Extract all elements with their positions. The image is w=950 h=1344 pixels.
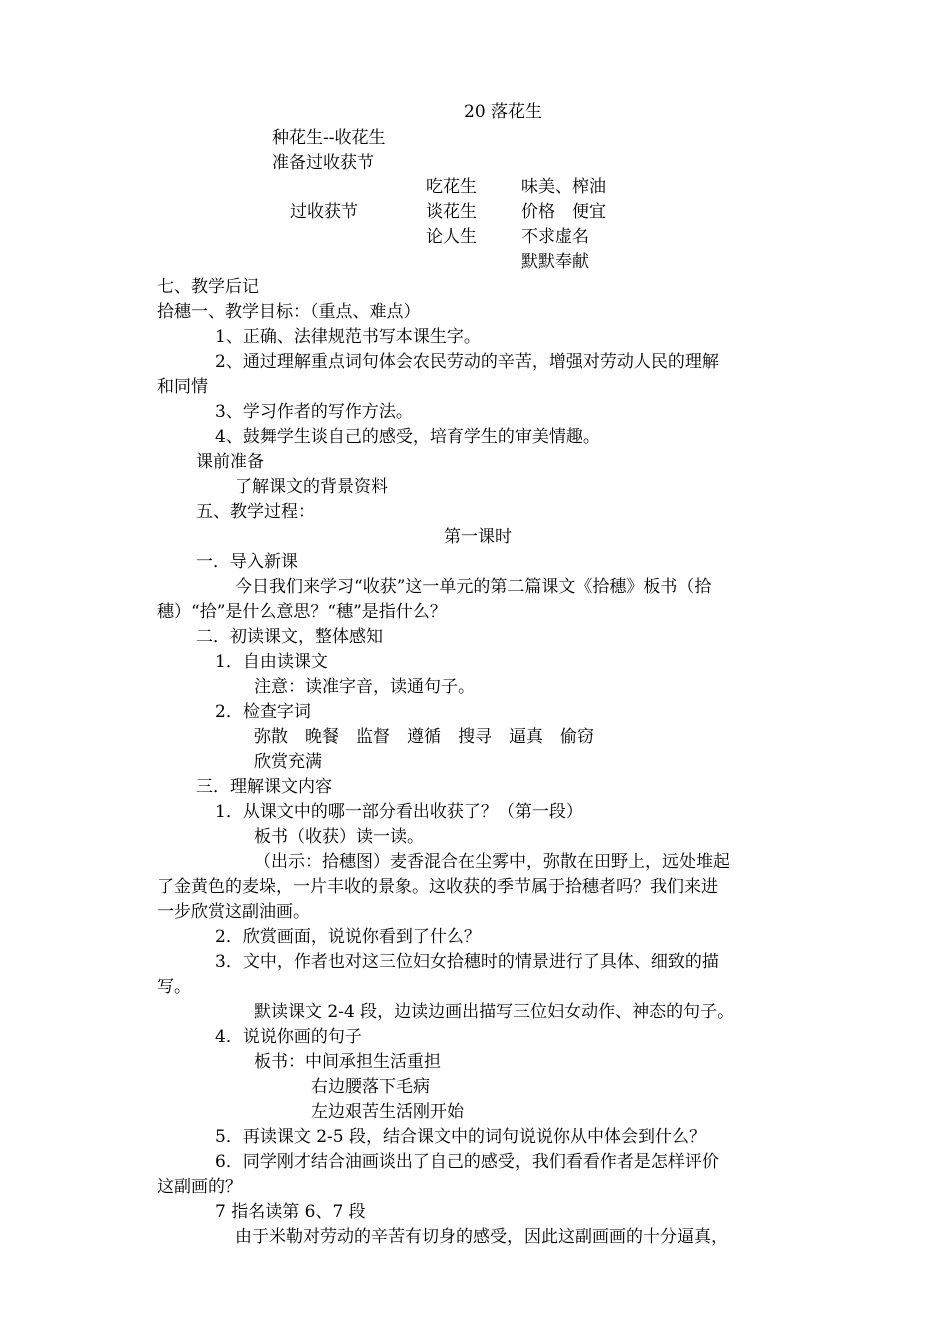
step-item: 3．文中，作者也对这三位妇女拾穗时的情景进行了具体、细致的描 xyxy=(215,952,719,972)
board-topic: 谈花生 xyxy=(426,202,477,222)
board-note-line: 板书：中间承担生活重担 xyxy=(254,1052,441,1072)
board-line-2: 准备过收获节 xyxy=(272,153,374,173)
step-item: 1．自由读课文 xyxy=(215,652,328,672)
postscript-heading: 七、教学后记 xyxy=(157,277,259,297)
lesson-title: 20 落花生 xyxy=(464,102,543,122)
section-heading: 二．初读课文，整体感知 xyxy=(196,627,383,647)
step-item: 6．同学刚才结合油画谈出了自己的感受，我们看看作者是怎样评价 xyxy=(215,1152,719,1172)
step-item: 5．再读课文 2-5 段，结合课文中的词句说说你从中体会到什么？ xyxy=(215,1127,706,1147)
step-note: 注意：读准字音，读通句子。 xyxy=(254,677,475,697)
paragraph-line: 这副画的？ xyxy=(157,1177,242,1197)
section-heading: 三．理解课文内容 xyxy=(196,777,332,797)
goal-item: 4、鼓舞学生谈自己的感受，培育学生的审美情趣。 xyxy=(215,427,600,447)
board-note: 不求虚名 xyxy=(521,227,589,247)
step-item: 7 指名读第 6、7 段 xyxy=(215,1202,366,1222)
board-center-label: 过收获节 xyxy=(290,202,358,222)
section-heading: 一．导入新课 xyxy=(196,552,298,572)
process-heading: 五、教学过程： xyxy=(196,502,315,522)
board-topic: 论人生 xyxy=(426,227,477,247)
board-note-line: 左边艰苦生活刚开始 xyxy=(311,1102,464,1122)
goals-heading: 拾穗一、教学目标：（重点、难点） xyxy=(157,302,421,322)
word-list: 弥散 晚餐 监督 遵循 搜寻 逼真 偷窃 xyxy=(254,727,594,747)
board-note: 味美、榨油 xyxy=(521,177,606,197)
goal-item: 1、正确、法律规范书写本课生字。 xyxy=(215,327,481,347)
prep-heading: 课前准备 xyxy=(196,452,264,472)
board-note: 默默奉献 xyxy=(521,252,589,272)
board-note-line: 板书（收获）读一读。 xyxy=(254,827,424,847)
board-note: 价格 便宜 xyxy=(521,202,606,222)
paragraph-line: 了金黄色的麦垛，一片丰收的景象。这收获的季节属于拾穗者吗？我们来进 xyxy=(157,877,718,897)
paragraph-line: 今日我们来学习“收获”这一单元的第二篇课文《拾穗》板书（拾 xyxy=(235,577,712,597)
session-title: 第一课时 xyxy=(444,527,512,547)
step-item: 1．从课文中的哪一部分看出收获了？（第一段） xyxy=(215,802,583,822)
board-topic: 吃花生 xyxy=(426,177,477,197)
goal-item: 3、学习作者的写作方法。 xyxy=(215,402,413,422)
board-line-1: 种花生--收花生 xyxy=(272,128,386,148)
paragraph-line: 由于米勒对劳动的辛苦有切身的感受，因此这副画画的十分逼真， xyxy=(235,1227,728,1247)
word-list: 欣赏充满 xyxy=(254,752,322,772)
paragraph-line: 穗）“拾”是什么意思？“穗”是指什么？ xyxy=(157,602,447,622)
prep-item: 了解课文的背景资料 xyxy=(235,477,388,497)
step-item: 2．检查字词 xyxy=(215,702,311,722)
paragraph-line: 写。 xyxy=(157,977,191,997)
board-note-line: 右边腰落下毛病 xyxy=(311,1077,430,1097)
paragraph-line: （出示：拾穗图）麦香混合在尘雾中，弥散在田野上，远处堆起 xyxy=(254,852,730,872)
goal-item: 2、通过理解重点词句体会农民劳动的辛苦，增强对劳动人民的理解 xyxy=(215,352,719,372)
paragraph-line: 一步欣赏这副油画。 xyxy=(157,902,310,922)
goal-item-continued: 和同情 xyxy=(157,377,208,397)
step-item: 2．欣赏画面，说说你看到了什么？ xyxy=(215,927,481,947)
step-item: 4．说说你画的句子 xyxy=(215,1027,362,1047)
step-note: 默读课文 2-4 段，边读边画出描写三位妇女动作、神态的句子。 xyxy=(254,1002,735,1022)
